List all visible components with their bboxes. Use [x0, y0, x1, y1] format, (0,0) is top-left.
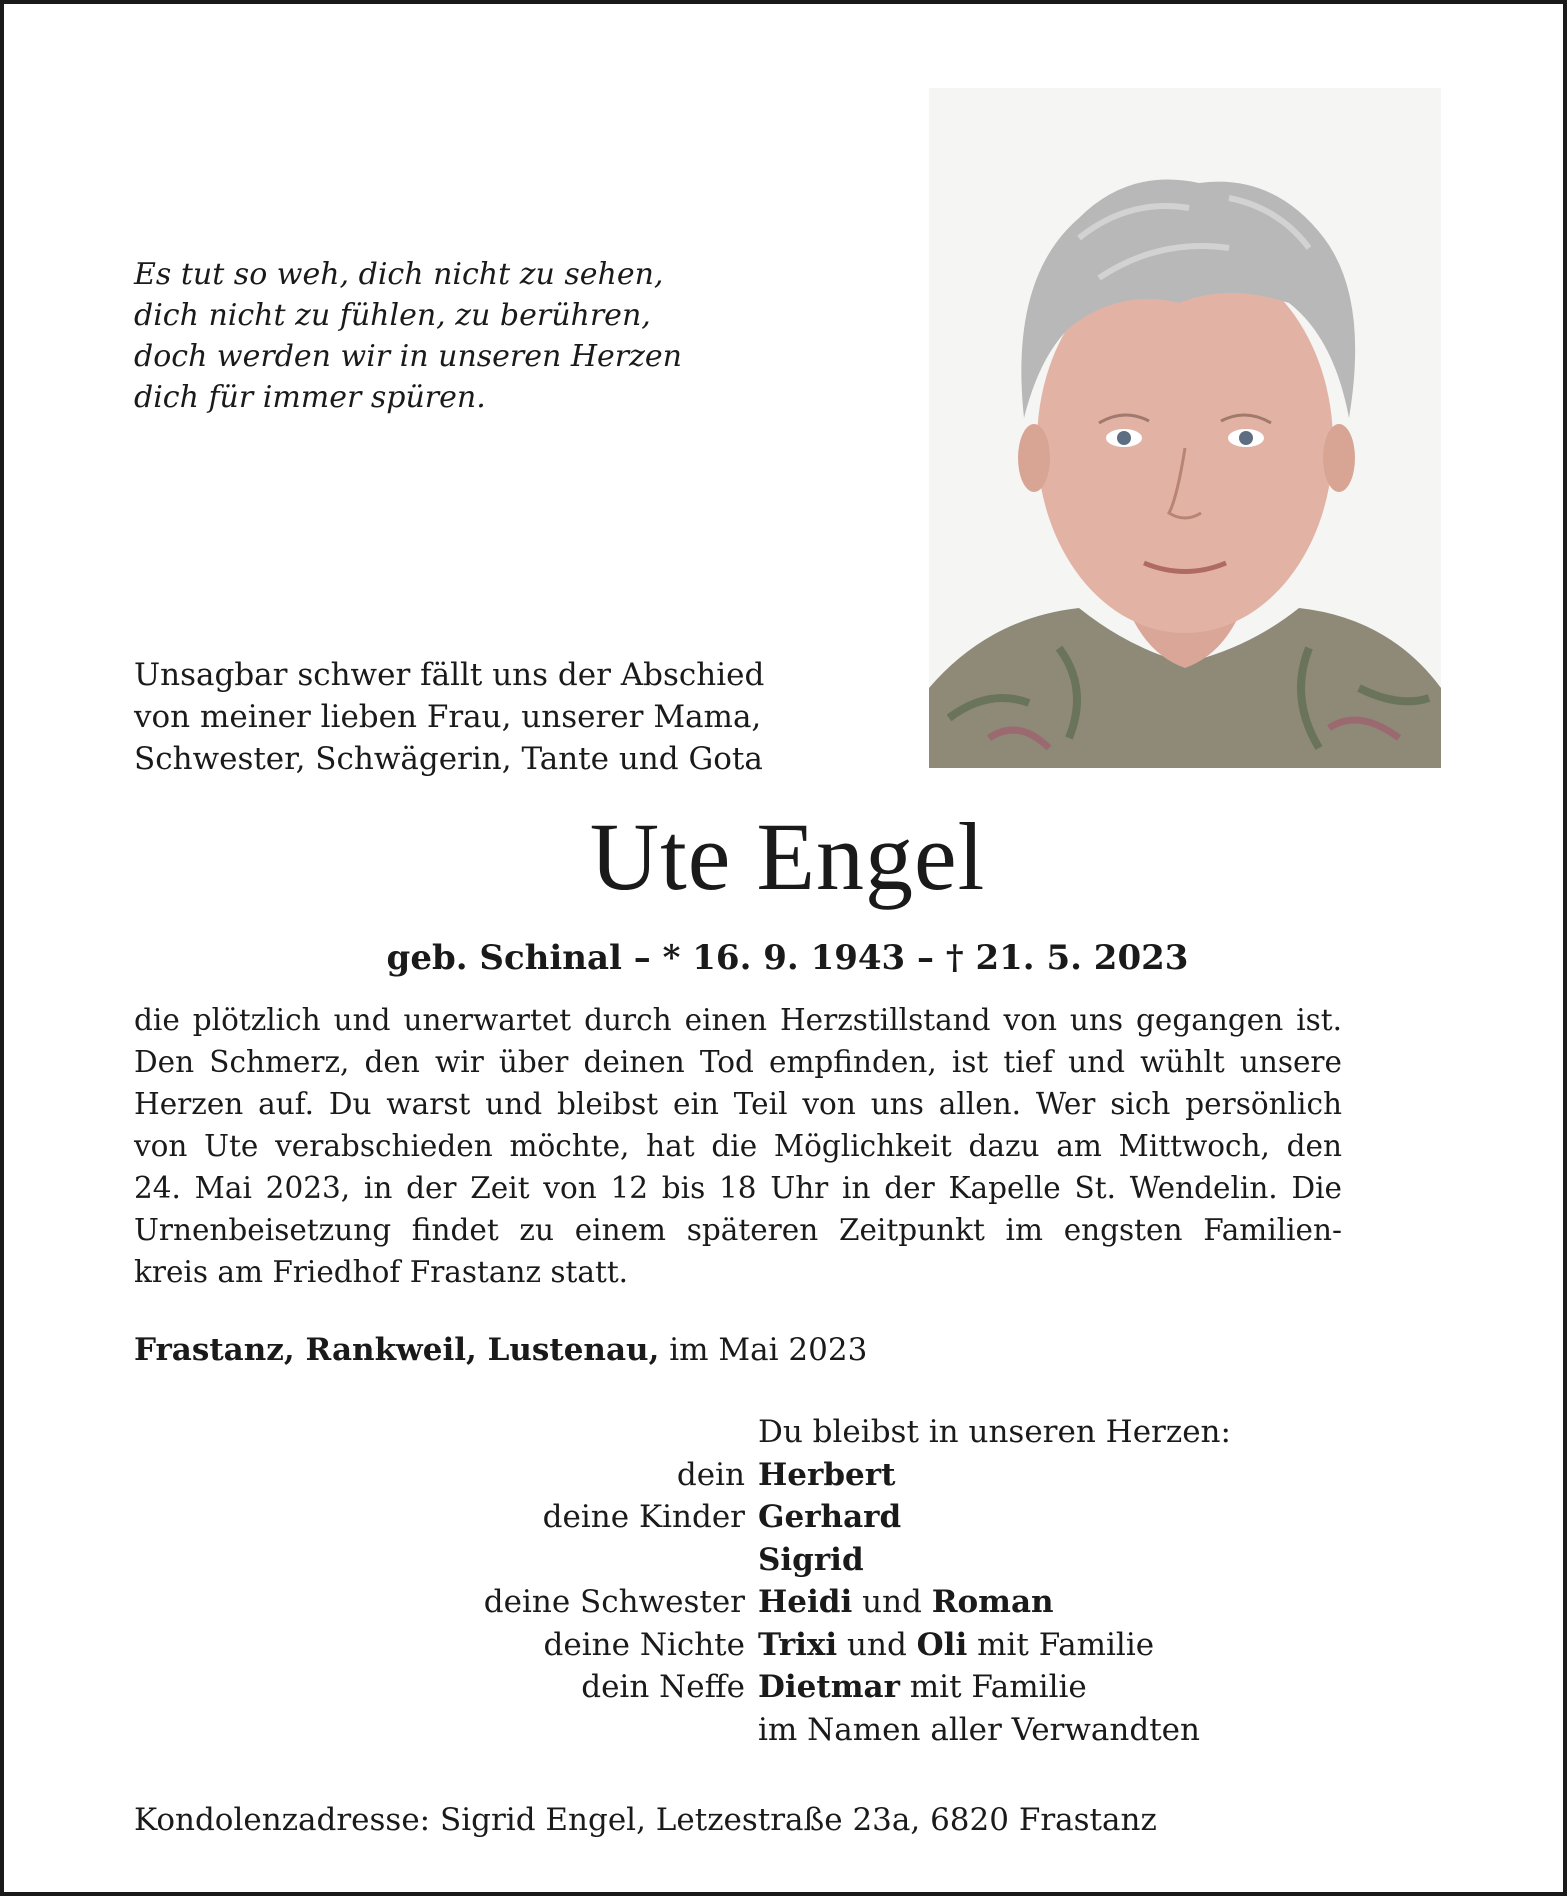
relation: deine Kinder	[542, 1499, 745, 1535]
survivor-row	[4, 1496, 1567, 1539]
intro-line: von meiner lieben Frau, unserer Mama,	[134, 699, 762, 735]
deceased-name: Ute Engel	[589, 803, 986, 910]
relation: deine Nichte	[543, 1626, 745, 1663]
survivor-name: Dietmar	[758, 1669, 900, 1705]
survivor-row	[4, 1624, 1567, 1667]
survivor-name: Heidi	[758, 1584, 853, 1620]
relation: dein Neffe	[581, 1669, 745, 1705]
survivor-row	[4, 1539, 1567, 1582]
body-line: Herzen auf. Du warst und bleibst ein Teil von uns allen. Wer sich persönlich	[134, 1087, 1342, 1121]
condolence-address: Kondolenzadresse: Sigrid Engel, Letzestraße 23a, 6820 Frastanz	[134, 1802, 1157, 1838]
poem-line: Es tut so weh, dich nicht zu sehen,	[134, 257, 664, 292]
survivors-closing-row	[4, 1709, 1567, 1752]
body-line: Den Schmerz, den wir über deinen Tod empfinden, ist tief und wühlt unsere	[134, 1045, 1342, 1079]
survivor-row	[4, 1581, 1567, 1624]
announcement-text	[134, 999, 1342, 1293]
survivor-name: Roman	[931, 1584, 1054, 1620]
intro-text	[134, 654, 764, 780]
suffix: mit Familie	[967, 1626, 1155, 1663]
body-line: die plötzlich und unerwartet durch einen Herzstillstand von uns gegangen ist.	[134, 1003, 1342, 1037]
conjunction: und	[837, 1626, 917, 1663]
conjunction: und	[852, 1584, 932, 1620]
survivor-name: Oli	[916, 1626, 968, 1663]
towns: Frastanz, Rankweil, Lustenau,	[134, 1332, 660, 1368]
survivor-row	[4, 1454, 1567, 1497]
survivor-name: Gerhard	[758, 1499, 902, 1535]
poem	[134, 254, 682, 418]
survivors-heading: Du bleibst in unseren Herzen:	[758, 1414, 1231, 1450]
relation: dein	[676, 1456, 745, 1493]
survivor-name: Trixi	[758, 1626, 838, 1663]
place-and-date	[134, 1329, 867, 1371]
survivors-list	[4, 1411, 1567, 1751]
portrait-photo	[929, 88, 1441, 768]
body-line: Urnenbeisetzung findet zu einem späteren Zeitpunkt im engsten Familien-	[134, 1213, 1342, 1247]
survivors-heading-row	[4, 1411, 1567, 1454]
survivor-row	[4, 1666, 1567, 1709]
survivor-name: Sigrid	[758, 1541, 864, 1578]
poem-line: dich nicht zu fühlen, zu berühren,	[134, 298, 651, 333]
body-line: von Ute verabschieden möchte, hat die Möglichkeit dazu am Mittwoch, den	[134, 1129, 1342, 1163]
poem-line: doch werden wir in unseren Herzen	[134, 339, 682, 374]
survivors-closing: im Namen aller Verwandten	[758, 1711, 1200, 1748]
suffix: mit Familie	[899, 1669, 1087, 1705]
intro-line: Unsagbar schwer fällt uns der Abschied	[134, 657, 765, 693]
survivor-name: Herbert	[758, 1456, 896, 1493]
month-date: im Mai 2023	[659, 1332, 868, 1368]
body-line: kreis am Friedhof Frastanz statt.	[134, 1255, 629, 1289]
intro-line: Schwester, Schwägerin, Tante und Gota	[134, 741, 763, 777]
life-dates: geb. Schinal – * 16. 9. 1943 – † 21. 5. 2023	[386, 938, 1189, 978]
relation: deine Schwester	[483, 1584, 745, 1620]
body-line: 24. Mai 2023, in der Zeit von 12 bis 18 Uhr in der Kapelle St. Wendelin. Die	[134, 1171, 1342, 1205]
poem-line: dich für immer spüren.	[134, 380, 486, 415]
